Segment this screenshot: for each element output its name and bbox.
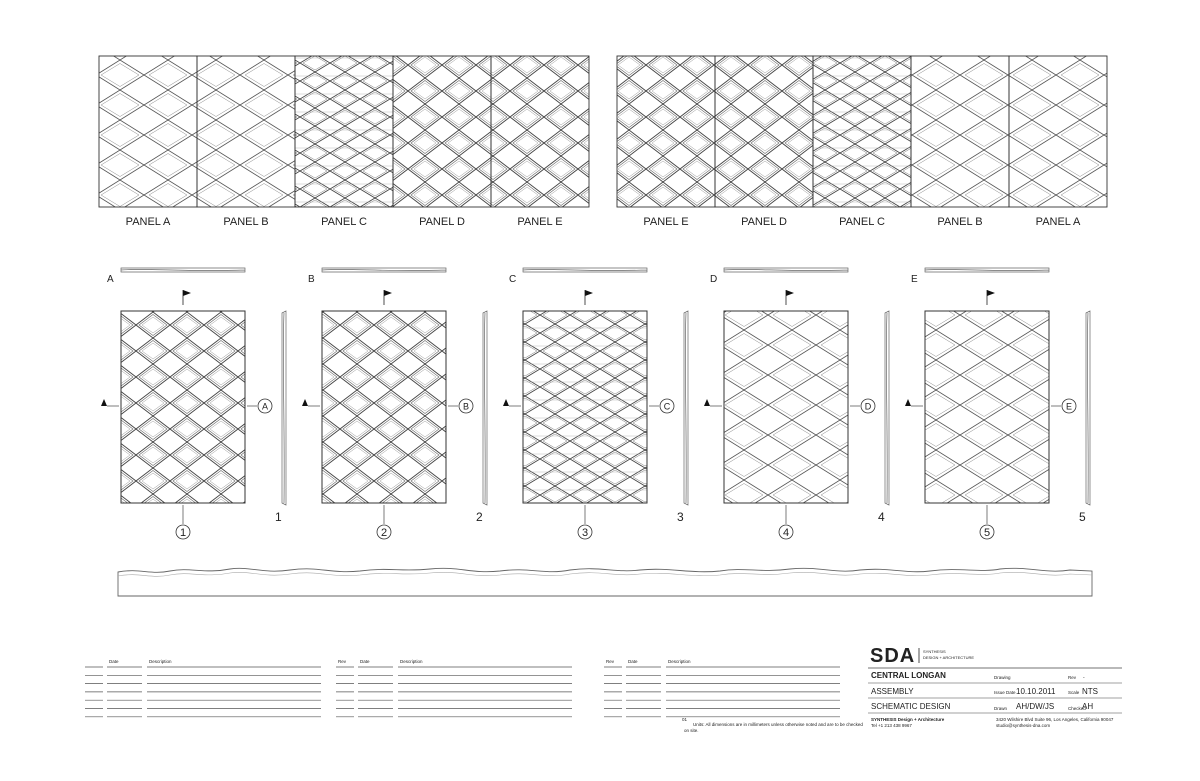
side-number: 5	[1079, 510, 1086, 524]
circle-number: 4	[782, 527, 790, 539]
section-top-strip	[925, 268, 1049, 272]
phase: SCHEMATIC DESIGN	[871, 702, 951, 711]
general-notes	[682, 717, 863, 733]
circle-number: 1	[179, 527, 187, 539]
elevation-panel	[715, 56, 813, 207]
revision-table-header: Rev	[606, 659, 615, 664]
panel-detail	[704, 268, 889, 539]
elevation-panel-label: PANEL D	[741, 216, 787, 228]
section-side-strip	[282, 311, 286, 505]
marker-letter: D	[864, 401, 872, 412]
section-top-strip	[322, 268, 446, 272]
flag-icon	[987, 290, 995, 296]
firm-address: 3420 Wilshire Blvd Suite 96, Los Angeles, California 90047	[996, 717, 1114, 722]
drawing-label: Drawing	[994, 675, 1011, 680]
issue-date-label: Issue Date	[994, 690, 1016, 695]
revision-tables	[85, 659, 840, 717]
note-text-line2: on site.	[684, 728, 699, 733]
elevation-panel	[813, 56, 911, 207]
panel-detail	[101, 268, 286, 539]
panel-drawing	[925, 311, 1049, 503]
section-top-strip	[724, 268, 848, 272]
panel-drawing	[121, 311, 245, 503]
elevation-panel	[491, 56, 589, 207]
elevation-panel	[197, 56, 295, 207]
project-name: CENTRAL LONGAN	[871, 671, 946, 680]
elevation-panel	[911, 56, 1009, 207]
elevation-panel-label: PANEL B	[937, 216, 983, 228]
section-side-strip	[885, 311, 889, 505]
flag-icon	[183, 290, 191, 296]
panel-detail	[503, 268, 688, 539]
section-arrow-icon	[704, 399, 710, 406]
checked-value: AH	[1082, 702, 1094, 711]
flag-icon	[384, 290, 392, 296]
marker-letter: A	[261, 401, 269, 412]
firm-name: SYNTHESIS Design + Architecture	[871, 717, 945, 722]
marker-letter: E	[1065, 401, 1073, 412]
elevation-panel-label: PANEL C	[321, 216, 367, 228]
marker-letter: B	[462, 401, 470, 412]
elevation-left	[99, 56, 589, 228]
elevation-panel-label: PANEL A	[1035, 216, 1081, 228]
circle-number: 5	[983, 527, 991, 539]
drawn-label: Drawn	[994, 706, 1008, 711]
elevation-panel	[295, 56, 393, 207]
elevation-panel	[617, 56, 715, 207]
elevation-panel-label: PANEL B	[223, 216, 269, 228]
drawn-value: AH/DW/JS	[1016, 702, 1055, 711]
panel-drawing	[322, 311, 446, 503]
section-side-strip	[483, 311, 487, 505]
revision-table-header: Rev	[338, 659, 347, 664]
section-letter: A	[107, 274, 114, 285]
panel-drawing	[724, 311, 848, 503]
firm-phone: Tel +1 213 438 9967	[871, 723, 912, 728]
elevation-right	[617, 56, 1107, 228]
rev-label: Rev	[1068, 675, 1077, 680]
issue-date: 10.10.2011	[1016, 687, 1056, 696]
flag-icon	[786, 290, 794, 296]
section-side-strip	[1086, 311, 1090, 505]
section-top-strip	[523, 268, 647, 272]
circle-number: 2	[380, 527, 388, 539]
firm-logo: SDA	[870, 645, 916, 667]
scale-value: NTS	[1082, 687, 1098, 696]
firm-logo-sub2: DESIGN + ARCHITECTURE	[923, 655, 975, 660]
scale-label: Scale	[1068, 690, 1080, 695]
elevation-panel	[393, 56, 491, 207]
section-letter: E	[911, 274, 918, 285]
side-number: 1	[275, 510, 282, 524]
flag-icon	[585, 290, 593, 296]
elevation-panel	[1009, 56, 1107, 207]
firm-logo-sub1: SYNTHESIS	[923, 649, 946, 654]
revision-table-header: Description	[668, 659, 691, 664]
section-letter: B	[308, 274, 315, 285]
section-arrow-icon	[101, 399, 107, 406]
elevation-panel-label: PANEL A	[125, 216, 171, 228]
firm-email: studio@synthesis-dna.com	[996, 723, 1051, 728]
section-letter: C	[509, 274, 517, 285]
revision-table-header: Description	[400, 659, 423, 664]
panel-drawing	[523, 311, 647, 503]
section-arrow-icon	[302, 399, 308, 406]
revision-table-header: Date	[360, 659, 370, 664]
elevation-panel-label: PANEL E	[643, 216, 689, 228]
elevation-panel-label: PANEL C	[839, 216, 885, 228]
note-text-line1: Units: All dimensions are in millimeters unless otherwise noted and are to be checked	[693, 722, 863, 727]
side-number: 3	[677, 510, 684, 524]
elevation-panel	[99, 56, 197, 207]
revision-table-header: Date	[628, 659, 638, 664]
section-top-strip	[121, 268, 245, 272]
revision-table-header: Description	[149, 659, 172, 664]
long-section-strip	[118, 568, 1092, 596]
panel-detail	[905, 268, 1090, 539]
note-number: 01	[682, 717, 688, 722]
panel-detail	[302, 268, 487, 539]
section-letter: D	[710, 274, 718, 285]
sheet-title: ASSEMBLY	[871, 687, 914, 696]
panel-details	[101, 268, 1090, 539]
marker-letter: C	[663, 401, 671, 412]
elevation-panel-label: PANEL D	[419, 216, 465, 228]
elevation-panel-label: PANEL E	[517, 216, 563, 228]
checked-label: Checked	[1068, 706, 1086, 711]
section-arrow-icon	[905, 399, 911, 406]
side-number: 2	[476, 510, 483, 524]
section-side-strip	[684, 311, 688, 505]
revision-table-header: Date	[109, 659, 119, 664]
rev-value: -	[1083, 675, 1085, 681]
circle-number: 3	[581, 527, 589, 539]
side-number: 4	[878, 510, 885, 524]
section-arrow-icon	[503, 399, 509, 406]
title-block	[868, 645, 1122, 728]
